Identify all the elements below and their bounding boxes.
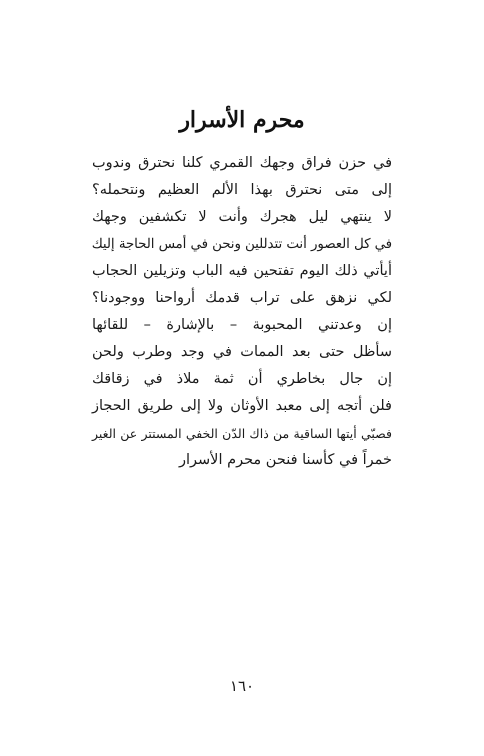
poem-line: لا ينتهي ليل هجرك وأنت لا تكشفين وجهك [92,209,392,225]
poem-line: فلن أتجه إلى معبد الأوثان ولا إلى طريق الحجاز [92,398,392,414]
poem-line: فصبّي أيتها الساقية من ذاك الدّن الخفي المستتر عن الغير [92,426,392,441]
poem-line: إن وعدتني المحبوبة – بالإشارة – للقائها [92,317,392,333]
poem-body [92,150,392,474]
page-number: ١٦٠ [229,677,255,695]
poem-line: خمراً في كأسنا فنحن محرم الأسرار [179,452,392,468]
poem-line: لكي نزهق على تراب قدمك أرواحنا ووجودنا؟ [92,290,392,306]
poem-line: إلى متى نحترق بهذا الألم العظيم ونتحمله؟ [92,182,392,198]
poem-line: سأظل حتى بعد الممات في وجد وطرب ولحن [92,344,392,360]
poem-line: في حزن فراق وجهك القمري كلنا نحترق وندوب [92,155,392,171]
poem-line: في كل العصور أنت تتدللين ونحن في أمس الحاجة إليك [91,237,392,252]
poem-line: إن جال بخاطري أن ثمة ملاذ في زقاقك [92,371,392,387]
poem-line: أيأتي ذلك اليوم تفتحين فيه الباب وتزيلين الحجاب [92,263,392,279]
poem-title: محرم الأسرار [179,107,305,133]
